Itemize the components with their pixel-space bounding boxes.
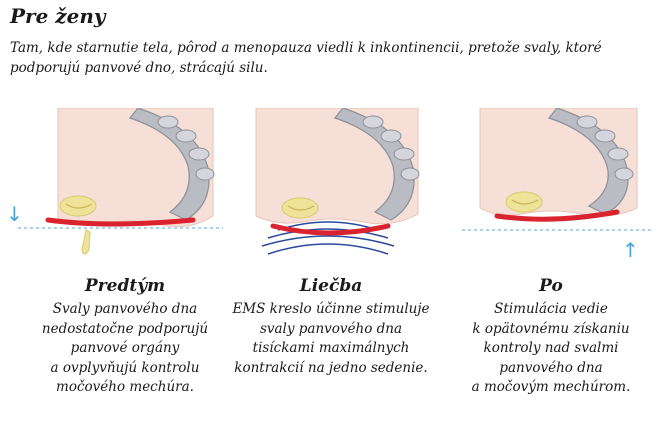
- stage-text-after: [446, 300, 656, 398]
- stage-title-after: Po: [539, 276, 563, 296]
- stage-text-before: [20, 300, 230, 398]
- stage-line: EMS kreslo účinne stimuluje: [232, 301, 430, 317]
- stage-line: kontroly nad svalmi: [483, 340, 619, 356]
- stage-line: a močovým mechúrom.: [471, 379, 631, 395]
- arrow-up-icon: ↑: [622, 238, 639, 262]
- stage-text-treatment: [226, 300, 436, 378]
- stage-line: močového mechúra.: [56, 379, 194, 395]
- stage-line: nedostatočne podporujú: [41, 320, 209, 337]
- stage-line: tisíckami maximálnych: [252, 340, 410, 356]
- stage-title-treatment: Liečba: [299, 276, 363, 296]
- caption-before: [20, 276, 230, 398]
- caption-after: [446, 276, 656, 398]
- stage-line: Stimulácia vedie: [494, 301, 608, 317]
- stage-line: a ovplyvňujú kontrolu: [50, 359, 200, 376]
- illustration-before: [18, 108, 228, 268]
- stage-title-before: Predtým: [84, 276, 166, 296]
- arrow-down-icon: ↓: [6, 202, 23, 226]
- stage-line: Svaly panvového dna: [52, 301, 198, 317]
- pelvis-before-svg: [18, 108, 228, 268]
- intro-text: Tam, kde starnutie tela, pôrod a menopauza viedli k inkontinencii, pretože svaly, ktoré podporujú panvové dno, strácajú silu.: [10, 40, 602, 76]
- illustration-treatment: [228, 108, 438, 268]
- stage-line: k opätovnému získaniu: [472, 320, 630, 337]
- stage-line: panvové orgány: [70, 340, 180, 356]
- caption-treatment: [226, 276, 436, 378]
- pelvis-treatment-svg: [228, 108, 438, 268]
- page-title: Pre ženy: [10, 4, 106, 28]
- stage-line: svaly panvového dna: [259, 320, 403, 337]
- stage-line: panvového dna: [499, 359, 603, 376]
- stage-line: kontrakcií na jedno sedenie.: [234, 359, 428, 376]
